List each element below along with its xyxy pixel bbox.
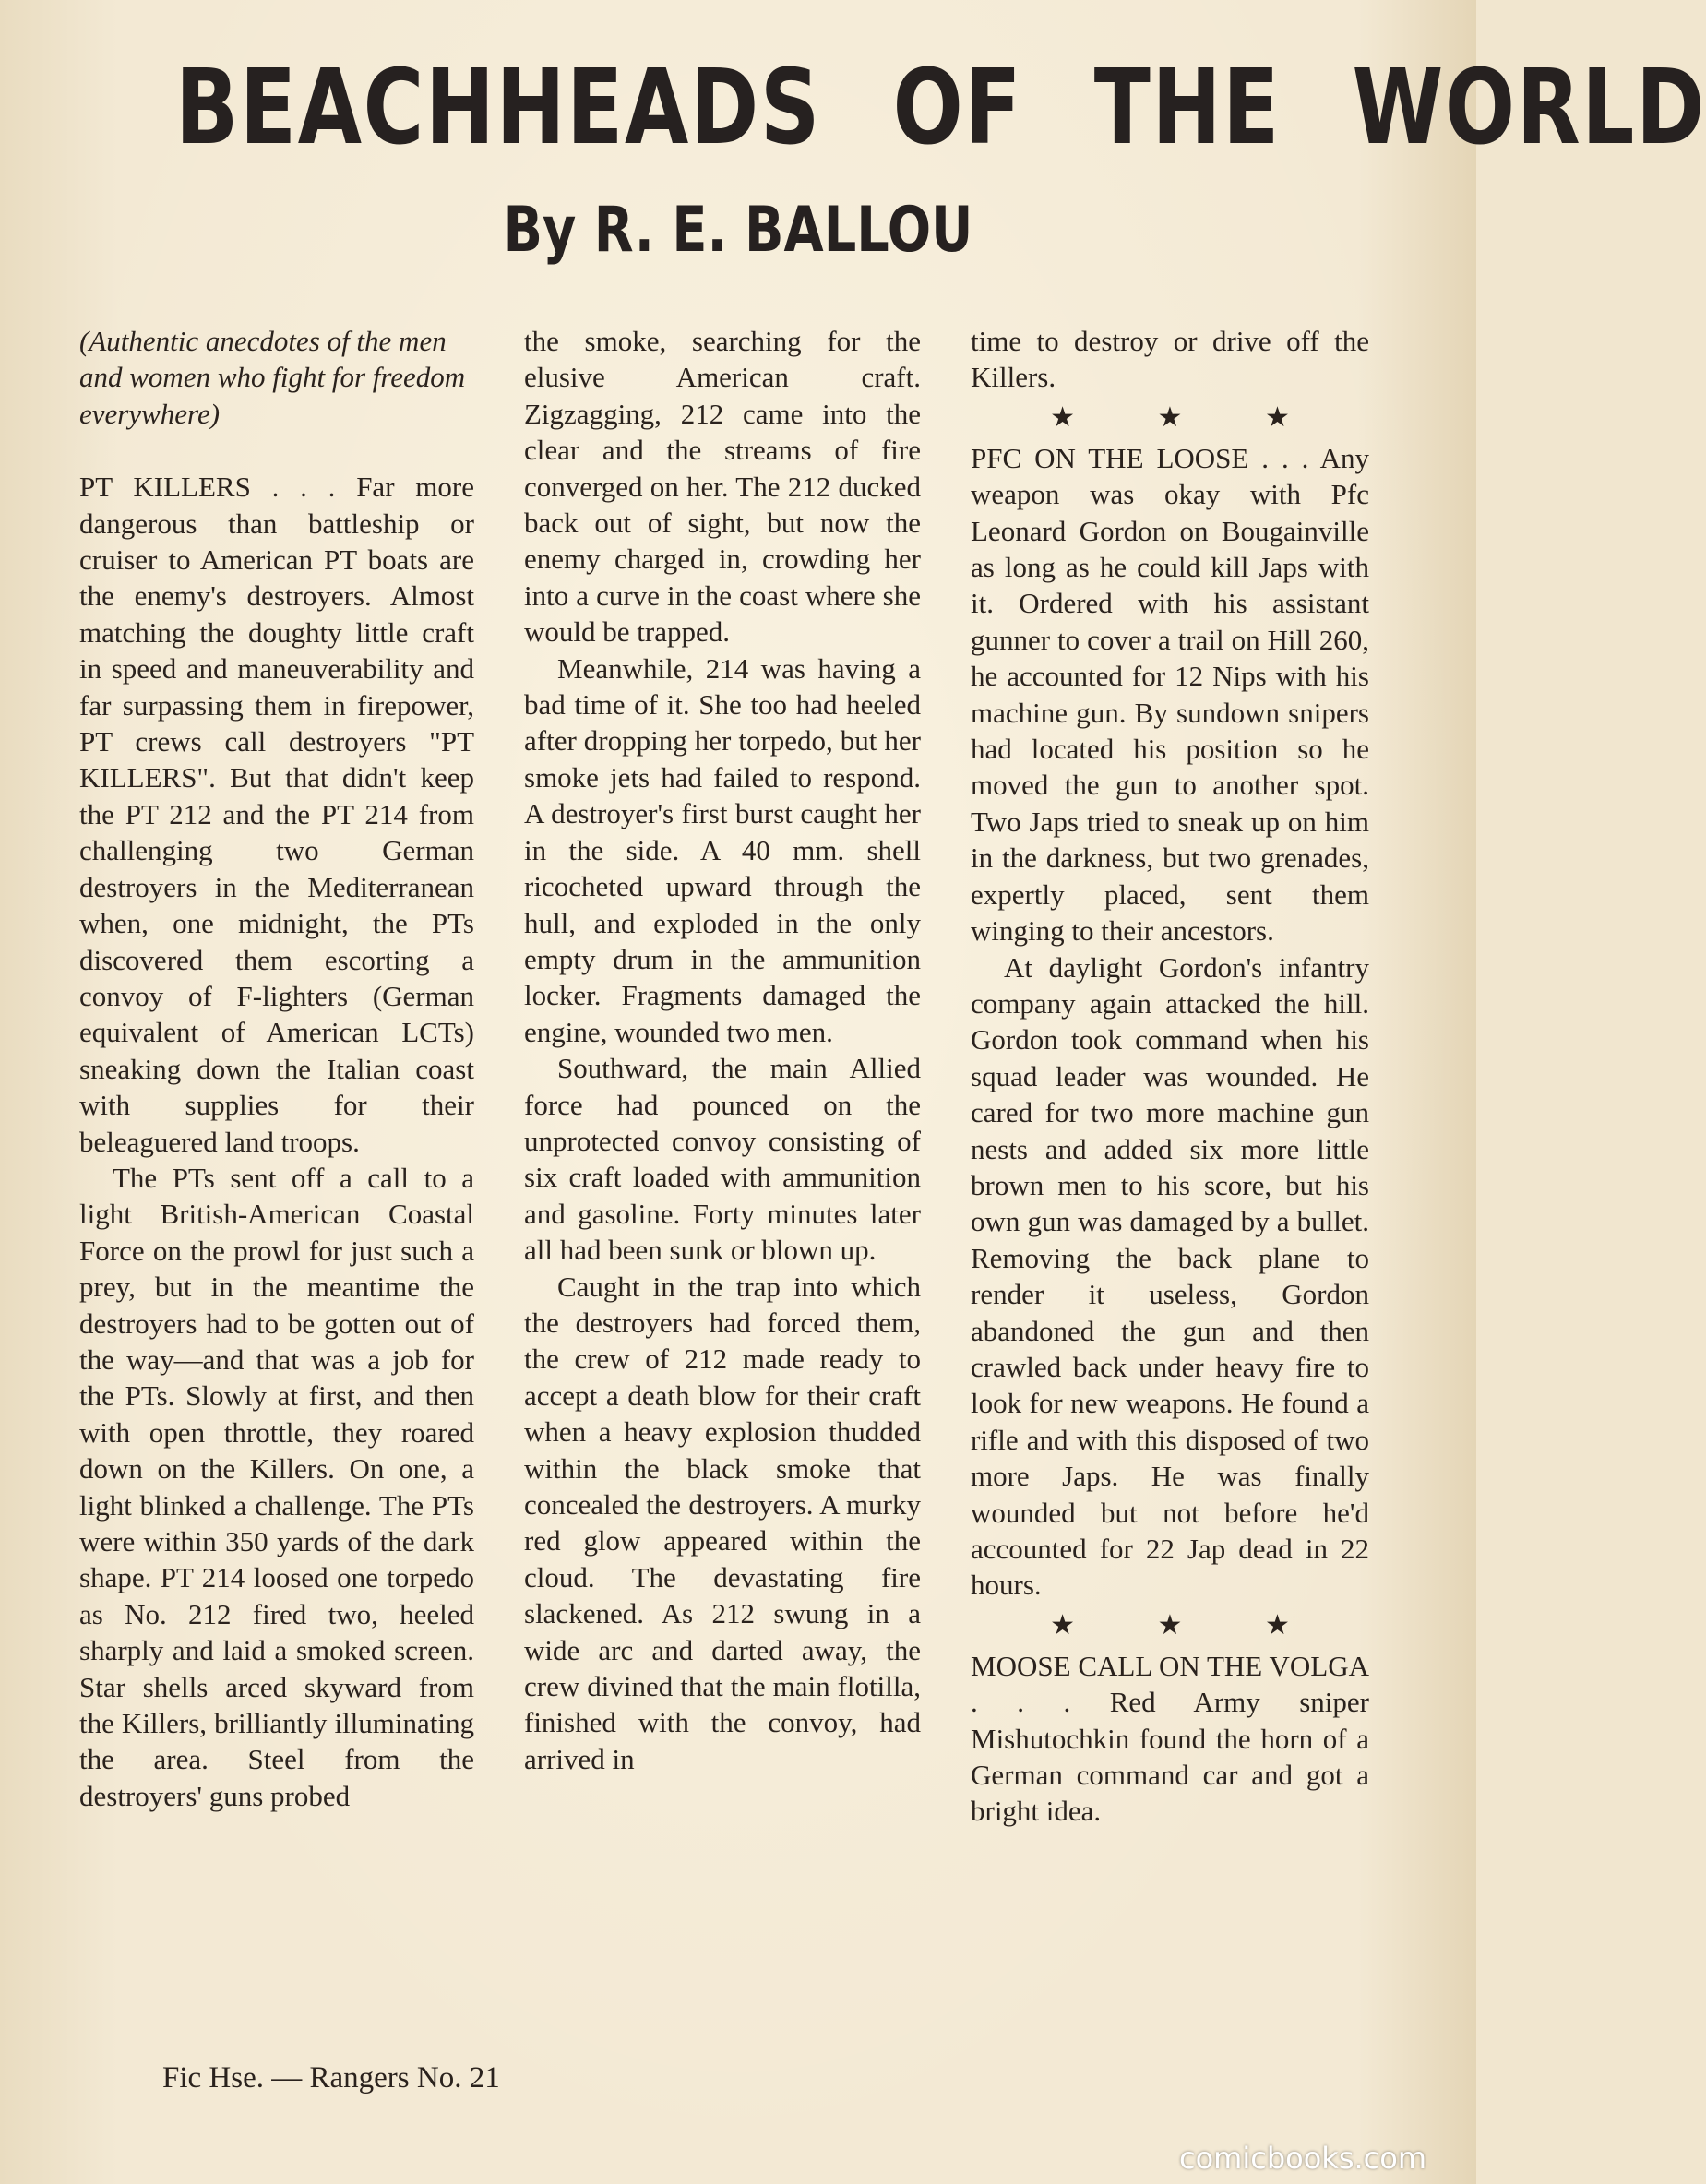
article-title: BEACHHEADS OF THE WORLD — [175, 48, 1706, 168]
article-intro: (Authentic anecdotes of the men and women who fight for freedom everywhere) — [79, 325, 466, 430]
column-1 — [79, 323, 474, 1814]
paragraph: the smoke, searching for the elusive American craft. Zigzagging, 212 came into the clear and the streams of fire converged on her. The 212 ducked back out of sight, but now the enemy charged in, crowding her into a curve in the coast where she would be trapped. — [524, 325, 921, 649]
paragraph: PFC ON THE LOOSE . . . Any weapon was okay with Pfc Leonard Gordon on Bougainville as long as he could kill Japs with it. Ordered with his assistant gunner to cover a trail on Hill 260, he accounted for 12 Nips with his machine gun. By sundown snipers had located his position so he moved the gun to another spot. Two Japs tried to sneak up on him in the darkness, but two grenades, expertly placed, sent them winging to their ancestors. — [971, 441, 1369, 948]
paragraph: time to destroy or drive off the Killers. — [971, 325, 1369, 394]
column-2 — [524, 323, 921, 1777]
paragraph: Southward, the main Allied force had pounced on the unprotected convoy consisting of six craft loaded with ammunition and gasoline. Forty minutes later all had been sunk or blown up. — [524, 1052, 921, 1267]
paragraph: MOOSE CALL ON THE VOLGA . . . Red Army sniper Mishutochkin found the horn of a German command car and got a bright idea. — [971, 1649, 1369, 1828]
paragraph: Meanwhile, 214 was having a bad time of it. She too had heeled after dropping her torpedo, but her smoke jets had failed to respond. A destroyer's first burst caught her in the side. A 40 mm. shell ricocheted upward through the hull, and exploded in the only empty drum in the ammunition locker. Fragments damaged the engine, wounded two men. — [524, 651, 921, 1048]
star-separator: ★ ★ ★ — [1050, 400, 1327, 434]
paragraph: The PTs sent off a call to a light British-American Coastal Force on the prowl for just such a prey, but in the meantime the destroyers had to be gotten out of the way—and that was a job for the PTs. Slowly at first, and then with open throttle, they roared down on the Killers. On one, a light blinked a challenge. The PTs were within 350 yards of the dark shape. PT 214 loosed one torpedo as No. 212 fired two, heeled sharply and laid a smoked screen. Star shells arced skyward from the Killers, brilliantly illuminating the area. Steel from the destroyers' guns probed — [79, 1161, 474, 1812]
column-3 — [971, 323, 1369, 1830]
site-watermark: comicbooks.com — [1179, 2141, 1427, 2176]
paragraph: PT KILLERS . . . Far more dangerous than battleship or cruiser to American PT boats are the enemy's destroyers. Almost matching the doughty little craft in speed and maneuverability and far surpassing them in firepower, PT crews call destroyers "PT KILLERS". But that didn't keep the PT 212 and the PT 214 from challenging two German destroyers in the Mediterranean when, one midnight, the PTs discovered them escorting a convoy of F-lighters (German equivalent of American LCTs) sneaking down the Italian coast with supplies for their beleaguered land troops. — [79, 471, 474, 1158]
paragraph: At daylight Gordon's infantry company again attacked the hill. Gordon took command when his squad leader was wounded. He cared for two more machine gun nests and added six more little brown men to his score, but his own gun was damaged by a bullet. Removing the back plane to render it useless, Gordon abandoned the gun and then crawled back under heavy fire to look for new weapons. He found a rifle and with this disposed of two more Japs. He was finally wounded but not before he'd accounted for 22 Jap dead in 22 hours. — [971, 950, 1369, 1602]
star-separator: ★ ★ ★ — [1050, 1608, 1327, 1641]
paragraph: Caught in the trap into which the destroyers had forced them, the crew of 212 made ready to accept a death blow for their craft when a heavy explosion thudded within the black smoke that concealed the destroyers. A murky red glow appeared within the cloud. The devastating fire slackened. As 212 swung in a wide arc and darted away, the crew divined that the main flotilla, finished with the convoy, had arrived in — [524, 1270, 921, 1775]
article-byline: By R. E. BALLOU — [503, 194, 973, 267]
page-footer: Fic Hse. — Rangers No. 21 — [162, 2061, 500, 2094]
